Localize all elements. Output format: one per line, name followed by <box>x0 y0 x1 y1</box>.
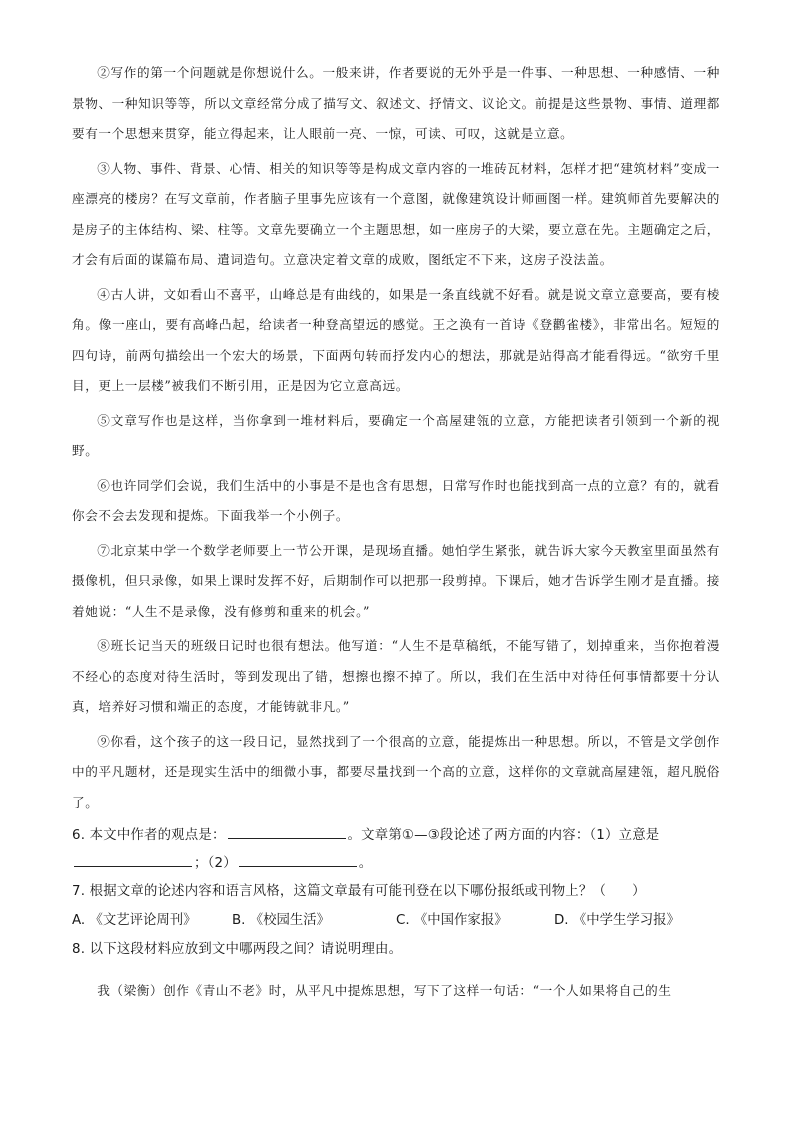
paragraph-9: ⑨你看，这个孩子的这一段日记，显然找到了一个很高的立意，能提炼出一种思想。所以，不管是文学创作中的平凡题材，还是现实生活中的细微小事，都要尽量找到一个高的立意，这样你的文章就高屋建瓴，超凡脱俗了。 <box>72 733 720 810</box>
answer-blank-part1[interactable] <box>74 852 192 867</box>
question-6-text-a: 6. 本文中作者的观点是： <box>72 828 226 843</box>
question-6 <box>72 822 720 850</box>
question-8: 8. 以下这段材料应放到文中哪两段之间？请说明理由。 <box>72 942 403 957</box>
option-d[interactable]: D. 《中学生学习报》 <box>554 913 680 928</box>
answer-blank-viewpoint[interactable] <box>228 824 346 839</box>
question-7-close: ） <box>632 884 646 899</box>
question-6-continued <box>72 850 720 878</box>
paragraph-4: ④古人讲，文如看山不喜平，山峰总是有曲线的，如果是一条直线就不好看。就是说文章立意要高，要有棱角。像一座山，要有高峰凸起，给读者一种登高望远的感觉。王之涣有一首诗《登鹳雀楼》，非常出名。短短的四句诗，前两句描绘出一个宏大的场景，下面两句转而抒发内心的想法，那就是站得高才能看得远。“欲穷千里目，更上一层楼”被我们不断引用，正是因为它立意高远。 <box>72 286 720 393</box>
answer-blank-part2[interactable] <box>239 852 357 867</box>
paragraph-3: ③人物、事件、背景、心情、相关的知识等等是构成文章内容的一堆砖瓦材料，怎样才把“建筑材料”变成一座漂亮的楼房？在写文章前，作者脑子里事先应该有一个意图，就像建筑设计师画图一样。建筑师首先要解决的是房子的主体结构、梁、柱等。文章先要确立一个主题思想，如一座房子的大梁，要立意在先。主题确定之后，才会有后面的谋篇布局、遣词造句。立意决定着文章的成败，图纸定不下来，这房子没法盖。 <box>72 160 720 267</box>
question-7 <box>72 878 720 906</box>
option-c[interactable]: C. 《中国作家报》 <box>396 913 508 928</box>
paragraph-8: ⑧班长记当天的班级日记时也很有想法。他写道：“人生不是草稿纸，不能写错了，划掉重来，当你抱着漫不经心的态度对待生活时，等到发现出了错，想擦也擦不掉了。所以，我们在生活中对待任何事情都要十分认真，培养好习惯和端正的态度，才能铸就非凡。” <box>72 638 720 714</box>
paragraph-2: ②写作的第一个问题就是你想说什么。一般来讲，作者要说的无外乎是一件事、一种思想、一种感情、一种景物、一种知识等等，所以文章经常分成了描写文、叙述文、抒情文、议论文。前提是这些景物、事情、道理都要有一个思想来贯穿，能立得起来，让人眼前一亮、一惊，可读、可叹，这就是立意。 <box>72 65 720 141</box>
document-page <box>72 58 720 1006</box>
question-8-material: 我（梁衡）创作《青山不老》时，从平凡中提炼思想，写下了这样一句话：“一个人如果将自己的生 <box>97 983 672 998</box>
paragraph-5: ⑤文章写作也是这样，当你拿到一堆材料后，要确定一个高屋建瓴的立意，方能把读者引领到一个新的视野。 <box>72 412 720 458</box>
question-6-text-b: 。文章第①—③段论述了两方面的内容：（1）立意是 <box>347 828 660 843</box>
option-b[interactable]: B. 《校园生活》 <box>232 913 331 928</box>
question-7-text: 7. 根据文章的论述内容和语言风格，这篇文章最有可能刊登在以下哪份报纸或刊物上？（ <box>72 884 607 899</box>
question-6-text-c: ；（2） <box>194 856 237 871</box>
paragraph-6: ⑥也许同学们会说，我们生活中的小事是不是也含有思想，日常写作时也能找到高一点的立意？有的，就看你会不会去发现和提炼。下面我举一个小例子。 <box>72 477 720 523</box>
option-a[interactable]: A. 《文艺评论周刊》 <box>72 913 197 928</box>
question-7-options <box>72 906 720 936</box>
question-6-text-d: 。 <box>358 856 373 871</box>
paragraph-7: ⑦北京某中学一个数学老师要上一节公开课，是现场直播。她怕学生紧张，就告诉大家今天教室里面虽然有摄像机，但只录像，如果上课时发挥不好，后期制作可以把那一段剪掉。下课后，她才告诉学生刚才是直播。接着她说：“人生不是录像，没有修剪和重来的机会。” <box>72 542 720 619</box>
